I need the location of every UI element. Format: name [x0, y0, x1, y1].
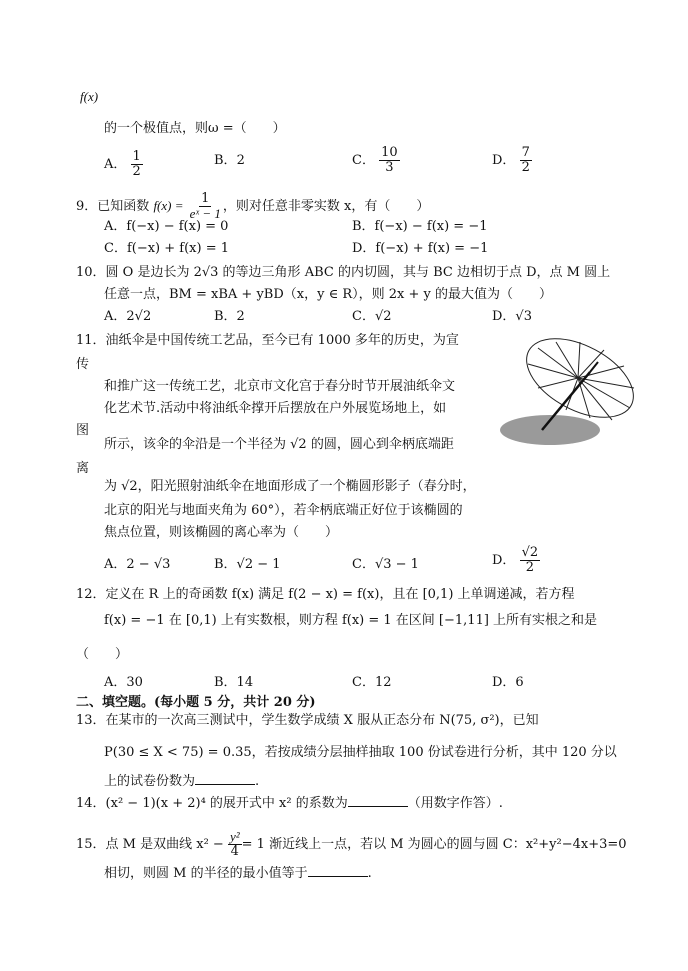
q10-option-d: D．√3 — [492, 309, 532, 324]
q11-line2: 和推广这一传统工艺，北京市文化宫于春分时节开展油纸伞文 — [104, 379, 456, 394]
q11-line4: 所示，该伞的伞沿是一个半径为 √2 的圆，圆心到伞柄底端距 — [104, 437, 454, 452]
q10-option-c: C．√2 — [352, 309, 392, 324]
q11-line1b: 传 — [76, 357, 90, 372]
section-2-heading: 二、填空题。(每小题 5 分，共计 20 分) — [76, 695, 316, 710]
q10-option-b: B．2 — [214, 309, 245, 324]
q11-line5: 为 √2，阳光照射油纸伞在地面形成了一个椭圆形影子（春分时， — [104, 479, 476, 494]
q10-option-a: A．2√2 — [104, 309, 152, 324]
q13-answer-blank[interactable] — [195, 772, 255, 785]
top-fx-label: f(x) — [80, 89, 99, 104]
q10-line1: 10．圆 O 是边长为 2√3 的等边三角形 ABC 的内切圆，其与 BC 边相切于点 D，点 M 圆上 — [76, 265, 611, 280]
q12-line3: （ ） — [76, 647, 129, 662]
q12-option-b: B．14 — [214, 675, 254, 690]
q10-line2: 任意一点，BM = xBA + yBD（x，y ∈ R），则 2x + y 的最大值为（ ） — [104, 287, 552, 302]
oil-paper-umbrella-figure — [498, 336, 648, 454]
q13-line2: P(30 ≤ X < 75) = 0.35，若按成绩分层抽样抽取 100 份试卷进行分析，其中 120 分以 — [104, 745, 617, 760]
q15-line1: 15．点 M 是双曲线 x² − $\frac{\text{y²}}{4}$ = 1 渐近线上一点，若以 M 为圆心的圆与圆 C：x²+y²−4x+3=0 — [76, 829, 627, 859]
q12-line1: 12．定义在 R 上的奇函数 f(x) 满足 f(2 − x) = f(x)，且在 [0,1) 上单调递减，若方程 — [76, 587, 575, 602]
q12-option-d: D．6 — [492, 675, 524, 690]
q11-line3: 化艺术节.活动中将油纸伞撑开后摆放在户外展览场地上，如 — [104, 401, 447, 416]
q14-line: 14．(x² − 1)(x + 2)⁴ 的展开式中 x² 的系数为 （用数字作答）. — [76, 796, 503, 811]
q11-line3b: 图 — [76, 423, 90, 438]
q9-option-a: A．f(−x) − f(x) = 0 — [104, 219, 229, 234]
q8-option-d: D． $\frac{7}{2}$ — [492, 145, 530, 175]
q11-option-d: D． $\frac{√2}{2}$ — [492, 545, 539, 575]
q9-option-b: B．f(−x) − f(x) = −1 — [352, 219, 488, 234]
q8-text: 的一个极值点，则ω =（ ） — [104, 121, 286, 136]
q15-answer-blank[interactable] — [308, 864, 368, 877]
q12-option-a: A．30 — [104, 675, 143, 690]
q8-option-a: A． $\frac{1}{2}$ — [104, 149, 141, 179]
q9-option-d: D．f(−x) + f(x) = −1 — [352, 241, 489, 256]
q12-line2: f(x) = −1 在 [0,1) 上有实数根，则方程 f(x) = 1 在区间 [−1,11] 上所有实根之和是 — [104, 613, 598, 628]
q11-option-c: C．√3 − 1 — [352, 557, 419, 572]
q11-line1: 11．油纸伞是中国传统工艺品，至今已有 1000 多年的历史，为宣 — [76, 333, 459, 348]
q8-option-b: B．2 — [214, 153, 245, 168]
q11-option-a: A．2 − √3 — [104, 557, 171, 572]
q13-line3: 上的试卷份数为 . — [104, 774, 260, 789]
q11-option-b: B．√2 − 1 — [214, 557, 281, 572]
q9-option-c: C．f(−x) + f(x) = 1 — [104, 241, 229, 256]
q8-option-c: C． $\frac{10}{3}$ — [352, 145, 398, 175]
q12-option-c: C．12 — [352, 675, 392, 690]
q11-line4b: 离 — [76, 461, 90, 476]
q15-line2: 相切，则圆 M 的半径的最小值等于 . — [104, 866, 372, 881]
q11-line7: 焦点位置，则该椭圆的离心率为（ ） — [104, 525, 339, 540]
q9-stem: 9．已知函数 f(x) = $\frac{1}{\text{eˣ − 1}}$ ，则对任意非零实数 x，有（ ） — [76, 191, 430, 221]
q11-line6: 北京的阳光与地面夹角为 60°），若伞柄底端正好位于该椭圆的 — [104, 503, 463, 518]
q13-line1: 13．在某市的一次高三测试中，学生数学成绩 X 服从正态分布 N(75, σ²)，已知 — [76, 713, 539, 728]
q14-answer-blank[interactable] — [348, 794, 408, 807]
